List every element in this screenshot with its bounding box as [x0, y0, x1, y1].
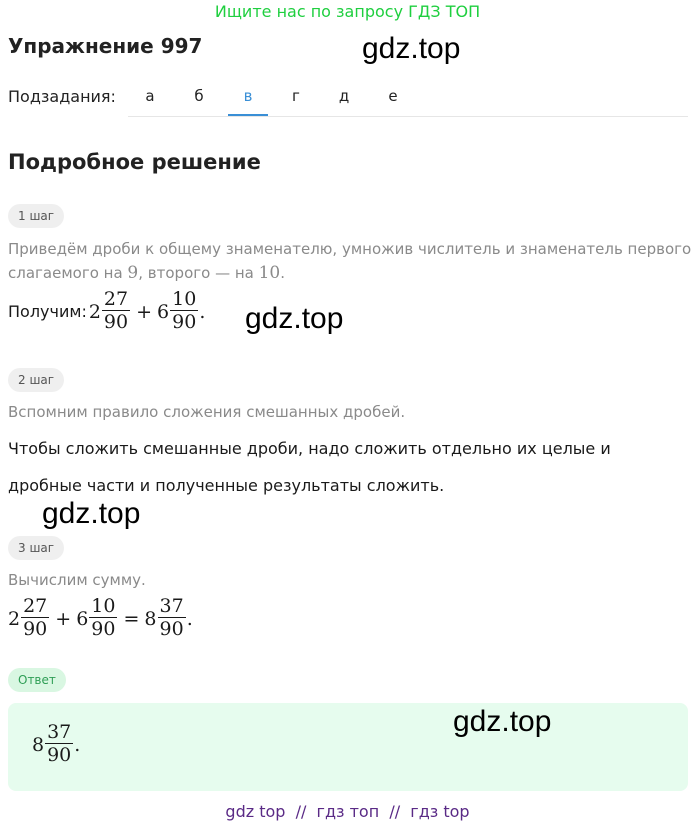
- tab-g[interactable]: г: [292, 87, 300, 105]
- step1-text-part2: , второго — на: [138, 264, 259, 282]
- section-title: Подробное решение: [8, 150, 261, 174]
- denominator: 90: [47, 744, 72, 766]
- answer-value: [32, 722, 80, 767]
- whole-8: 8: [32, 733, 45, 756]
- denominator: 90: [23, 618, 48, 640]
- numerator: 37: [47, 721, 72, 743]
- fraction-37-90: [45, 722, 73, 767]
- equals-sign: =: [123, 607, 140, 630]
- result-label: Получим:: [8, 302, 87, 321]
- numerator: 27: [23, 595, 48, 617]
- subtasks-label: Подзадания:: [8, 87, 116, 106]
- numerator: 10: [91, 595, 116, 617]
- step1-text-part3: .: [280, 264, 286, 282]
- step1-result: [8, 289, 205, 334]
- denominator: 90: [172, 311, 197, 333]
- step-badge-3: 3 шаг: [8, 536, 64, 560]
- denominator: 90: [103, 311, 129, 333]
- answer-badge: Ответ: [8, 668, 66, 692]
- subtask-tabs: [128, 76, 688, 117]
- watermark: gdz.top: [42, 497, 141, 530]
- number-10: 10: [258, 263, 281, 283]
- watermark: gdz.top: [245, 302, 344, 335]
- plus-sign: +: [136, 300, 153, 323]
- step2-text: Вспомним правило сложения смешанных дробей.: [8, 403, 406, 421]
- denominator: 90: [159, 618, 184, 640]
- expr-full: [8, 596, 193, 641]
- watermark: gdz.top: [453, 705, 552, 738]
- expr-sum: [89, 289, 206, 334]
- step-badge-2: 2 шаг: [8, 368, 64, 392]
- whole-2: 2: [8, 607, 21, 630]
- numerator: 10: [172, 288, 197, 310]
- page-title: Упражнение 997: [8, 34, 203, 58]
- answer-box: [8, 703, 688, 791]
- fraction-10-90: [170, 289, 198, 334]
- denominator: 90: [91, 618, 116, 640]
- period: .: [74, 733, 81, 756]
- whole-2: 2: [88, 300, 101, 323]
- period: .: [199, 300, 206, 323]
- numerator: 27: [103, 288, 129, 310]
- number-9: 9: [127, 263, 139, 283]
- tab-a[interactable]: а: [145, 87, 155, 105]
- whole-8: 8: [144, 607, 157, 630]
- footer-links[interactable]: gdz top // гдз топ // гдз top: [225, 802, 470, 821]
- fraction-27-90: [21, 596, 49, 641]
- rule-line-2: дробные части и полученные результаты сложить.: [8, 476, 445, 495]
- watermark: gdz.top: [362, 32, 461, 65]
- tab-b[interactable]: б: [194, 87, 204, 105]
- fraction-37-90: [158, 596, 186, 641]
- fraction-27-90: [102, 289, 130, 334]
- search-banner: Ищите нас по запросу ГДЗ ТОП: [214, 2, 481, 21]
- rule-line-1: Чтобы сложить смешанные дроби, надо сложить отдельно их целые и: [8, 439, 611, 458]
- period: .: [186, 607, 193, 630]
- step3-text: Вычислим сумму.: [8, 571, 146, 589]
- step1-text-line1: Приведём дроби к общему знаменателю, умножив числитель и знаменатель первого: [8, 240, 692, 258]
- whole-6: 6: [76, 607, 89, 630]
- numerator: 37: [159, 595, 184, 617]
- whole-6: 6: [157, 300, 170, 323]
- step1-text-line2: [8, 261, 693, 285]
- step-badge-1: 1 шаг: [8, 204, 64, 228]
- step1-text: [8, 237, 693, 285]
- plus-sign: +: [55, 607, 72, 630]
- step1-text-part1: слагаемого на: [8, 264, 128, 282]
- tab-v-active[interactable]: в: [228, 76, 268, 116]
- fraction-10-90: [89, 596, 117, 641]
- tab-e[interactable]: е: [388, 87, 398, 105]
- tab-d[interactable]: д: [338, 87, 350, 105]
